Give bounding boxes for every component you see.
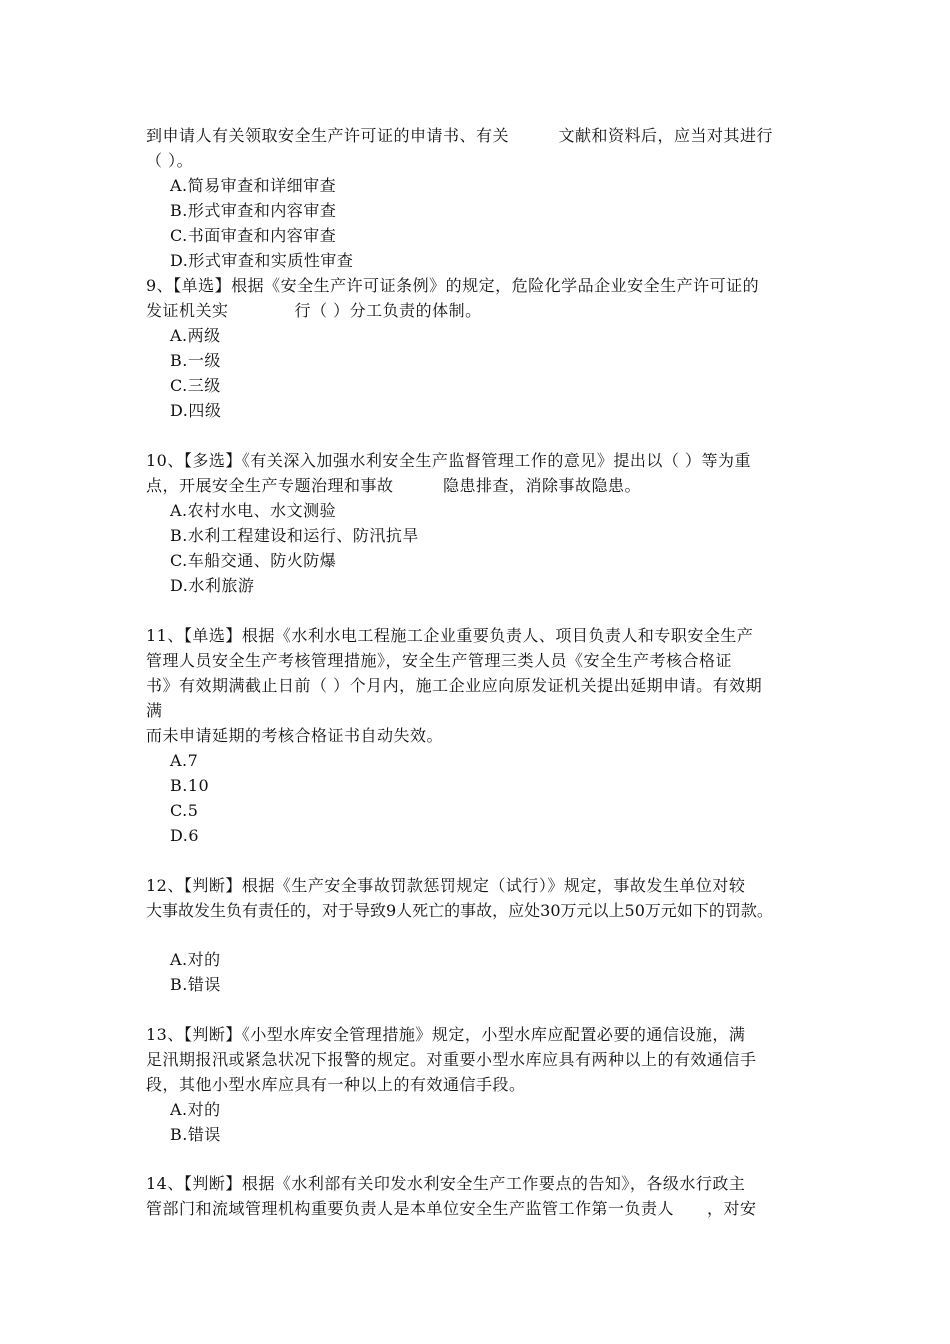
q13-option-b: B.错误	[170, 1125, 221, 1144]
q9-option-a: A.两级	[170, 326, 221, 345]
q11-option-c: C.5	[170, 801, 199, 820]
q11-stem-line-2: 管理人员安全生产考核管理措施》，安全生产管理三类人员《安全生产考核合格证	[146, 651, 733, 670]
q11-stem-line-5: 而未申请延期的考核合格证书自动失效。	[146, 726, 444, 745]
q13-stem-line-3: 段，其他小型水库应具有一种以上的有效通信手段。	[146, 1075, 526, 1094]
q10-stem-line-1: 10、【多选】《有关深入加强水利安全生产监督管理工作的意见》提出以（ ）等为重	[146, 451, 751, 470]
q8-stem-line-1: 到申请人有关领取安全生产许可证的申请书、有关 文献和资料后，应当对其进行	[146, 126, 774, 145]
q11-stem-line-1: 11、【单选】根据《水利水电工程施工企业重要负责人、项目负责人和专职安全生产	[146, 626, 754, 645]
q10-option-d: D.水利旅游	[170, 576, 255, 595]
q12-option-b: B.错误	[170, 975, 221, 994]
q9-stem-line-1: 9、【单选】根据《安全生产许可证条例》的规定，危险化学品企业安全生产许可证的	[146, 276, 760, 295]
q8-stem-line-2: （ ）。	[146, 151, 194, 170]
q8-option-c: C.书面审查和内容审查	[170, 226, 337, 245]
q14-stem-line-2: 管部门和流域管理机构重要负责人是本单位安全生产监管工作第一负责人 ，对安	[146, 1199, 757, 1218]
q10-option-b: B.水利工程建设和运行、防汛抗旱	[170, 526, 419, 545]
q9-option-b: B.一级	[170, 351, 221, 370]
q13-stem-line-1: 13、【判断】《小型水库安全管理措施》规定，小型水库应配置必要的通信设施，满	[146, 1025, 746, 1044]
q12-stem-line-1: 12、【判断】根据《生产安全事故罚款惩罚规定（试行）》规定，事故发生单位对较	[146, 876, 746, 895]
q13-stem-line-2: 足汛期报汛或紧急状况下报警的规定。对重要小型水库应具有两种以上的有效通信手	[146, 1050, 757, 1069]
q13-option-a: A.对的	[170, 1100, 221, 1119]
q8-option-b: B.形式审查和内容审查	[170, 201, 337, 220]
q11-option-b: B.10	[170, 776, 210, 795]
q11-option-a: A.7	[170, 751, 199, 770]
q9-option-d: D.四级	[170, 401, 222, 420]
q11-stem-line-4: 满	[146, 701, 163, 720]
q10-stem-line-2: 点，开展安全生产专题治理和事故 隐患排查，消除事故隐患。	[146, 476, 642, 495]
q12-stem-line-2: 大事故发生负有责任的，对于导致9人死亡的事故，应处30万元以上50万元如下的罚款。	[146, 901, 773, 920]
q8-option-a: A.简易审查和详细审查	[170, 176, 337, 195]
q12-option-a: A.对的	[170, 950, 221, 969]
q11-option-d: D.6	[170, 826, 200, 845]
q9-stem-line-2: 发证机关实 行（ ）分工负责的体制。	[146, 301, 482, 320]
q10-option-c: C.车船交通、防火防爆	[170, 551, 337, 570]
q9-option-c: C.三级	[170, 376, 221, 395]
q10-option-a: A.农村水电、水文测验	[170, 501, 337, 520]
q11-stem-line-3: 书》有效期满截止日前（ ）个月内，施工企业应向原发证机关提出延期申请。有效期	[146, 676, 763, 695]
q8-option-d: D.形式审查和实质性审查	[170, 251, 354, 270]
q14-stem-line-1: 14、【判断】根据《水利部有关印发水利安全生产工作要点的告知》，各级水行政主	[146, 1174, 746, 1193]
